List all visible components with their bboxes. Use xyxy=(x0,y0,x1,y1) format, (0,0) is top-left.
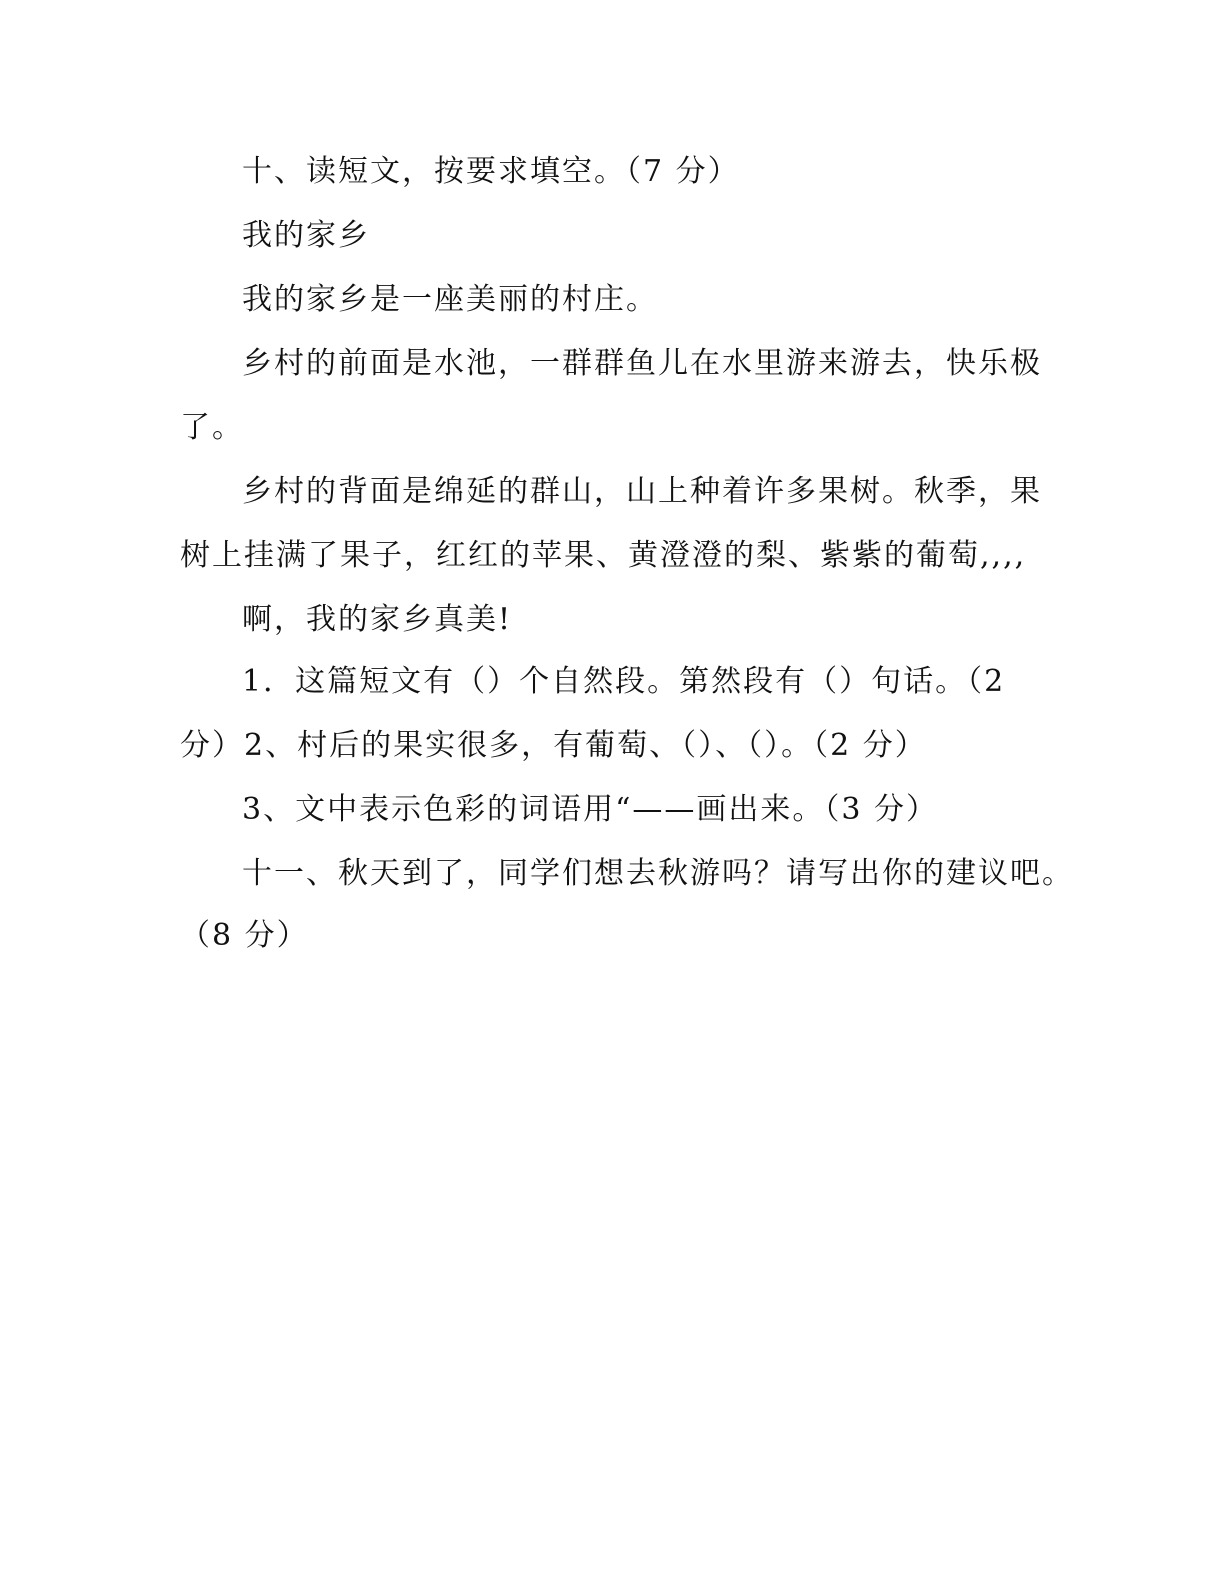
paragraph-1: 我的家乡是一座美丽的村庄。 xyxy=(242,282,658,317)
section-11-line-2: （8 分） xyxy=(180,918,309,953)
section-11-line-1: 十一、秋天到了，同学们想去秋游吗？请写出你的建议吧。 xyxy=(242,856,1074,891)
section-10-heading: 十、读短文，按要求填空。（7 分） xyxy=(242,154,740,189)
question-1-line-1: 1．这篇短文有（）个自然段。第然段有（）句话。（2 xyxy=(242,664,1006,699)
question-1-line-2: 分）2、村后的果实很多，有葡萄、（）、（）。（2 分） xyxy=(180,728,927,763)
question-3: 3、文中表示色彩的词语用“——画出来。（3 分） xyxy=(242,792,939,827)
paragraph-2-line-2: 了。 xyxy=(180,410,244,445)
paragraph-4: 啊，我的家乡真美! xyxy=(242,602,513,637)
passage-title: 我的家乡 xyxy=(242,218,370,253)
paragraph-3-line-2: 树上挂满了果子，红红的苹果、黄澄澄的梨、紫紫的葡萄,,,, xyxy=(180,538,1027,573)
paragraph-2-line-1: 乡村的前面是水池，一群群鱼儿在水里游来游去，快乐极 xyxy=(242,346,1042,381)
paragraph-3-line-1: 乡村的背面是绵延的群山，山上种着许多果树。秋季，果 xyxy=(242,474,1042,509)
